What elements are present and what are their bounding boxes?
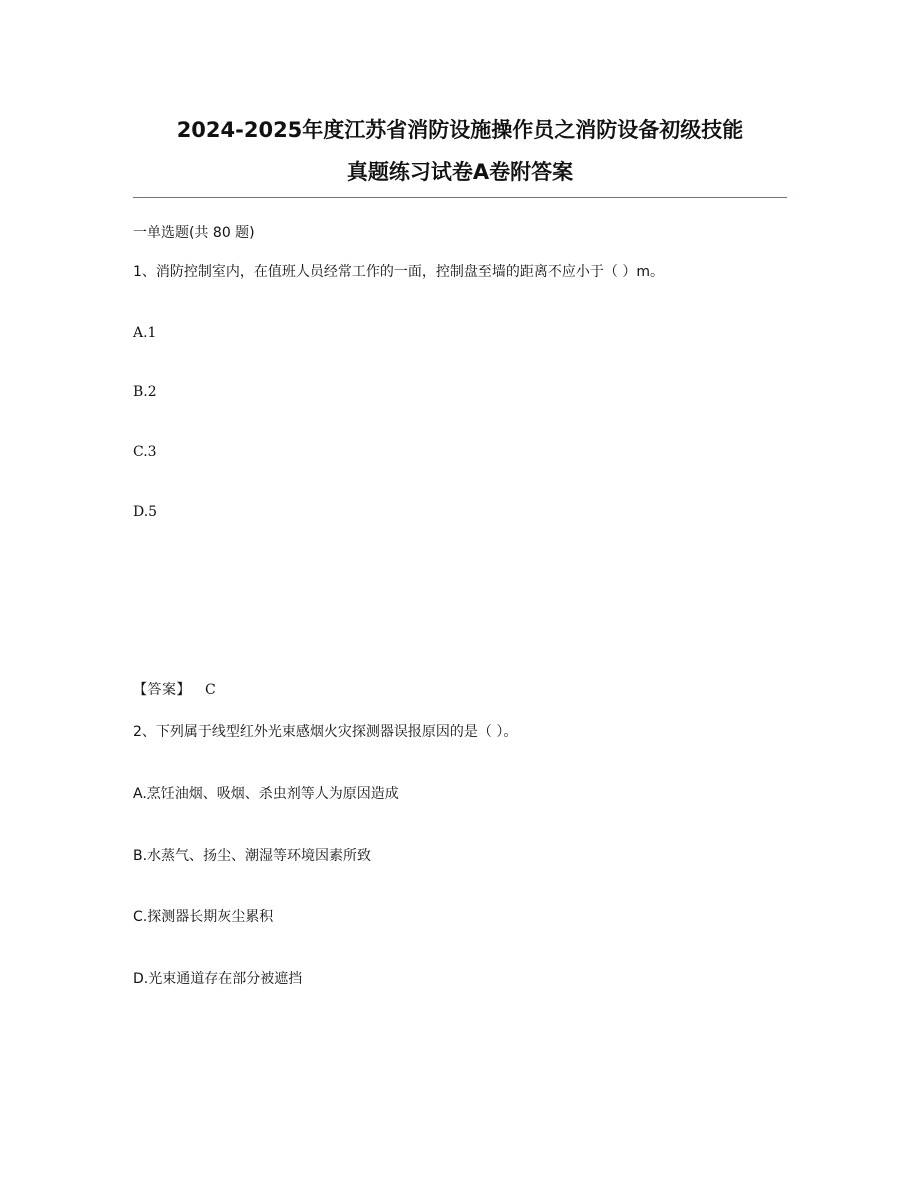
document-title-line-1: 2024-2025年度江苏省消防设施操作员之消防设备初级技能 xyxy=(176,118,744,142)
question-2-option-a: A.烹饪油烟、吸烟、杀虫剂等人为原因造成 xyxy=(133,786,399,802)
question-2-option-c: C.探测器长期灰尘累积 xyxy=(133,909,274,925)
question-2-option-d: D.光束通道存在部分被遮挡 xyxy=(133,971,303,987)
answer-label: 【答案】 xyxy=(133,682,191,698)
question-2-option-b: B.水蒸气、扬尘、潮湿等环境因素所致 xyxy=(133,848,372,864)
question-2-stem: 2、下列属于线型红外光束感烟火灾探测器误报原因的是（ ）。 xyxy=(133,724,518,740)
question-1-option-b: B.2 xyxy=(133,384,157,400)
question-1-answer xyxy=(133,680,216,700)
title-divider xyxy=(133,197,787,198)
answer-value: C xyxy=(205,682,216,698)
question-1-option-d: D.5 xyxy=(133,504,158,520)
question-1-option-c: C.3 xyxy=(133,444,157,460)
document-title-line-2: 真题练习试卷A卷附答案 xyxy=(346,160,574,184)
section-heading: 一单选题(共 80 题) xyxy=(133,225,255,241)
question-1-option-a: A.1 xyxy=(133,325,157,341)
question-1-stem: 1、消防控制室内，在值班人员经常工作的一面，控制盘至墙的距离不应小于（ ）m。 xyxy=(133,264,664,280)
